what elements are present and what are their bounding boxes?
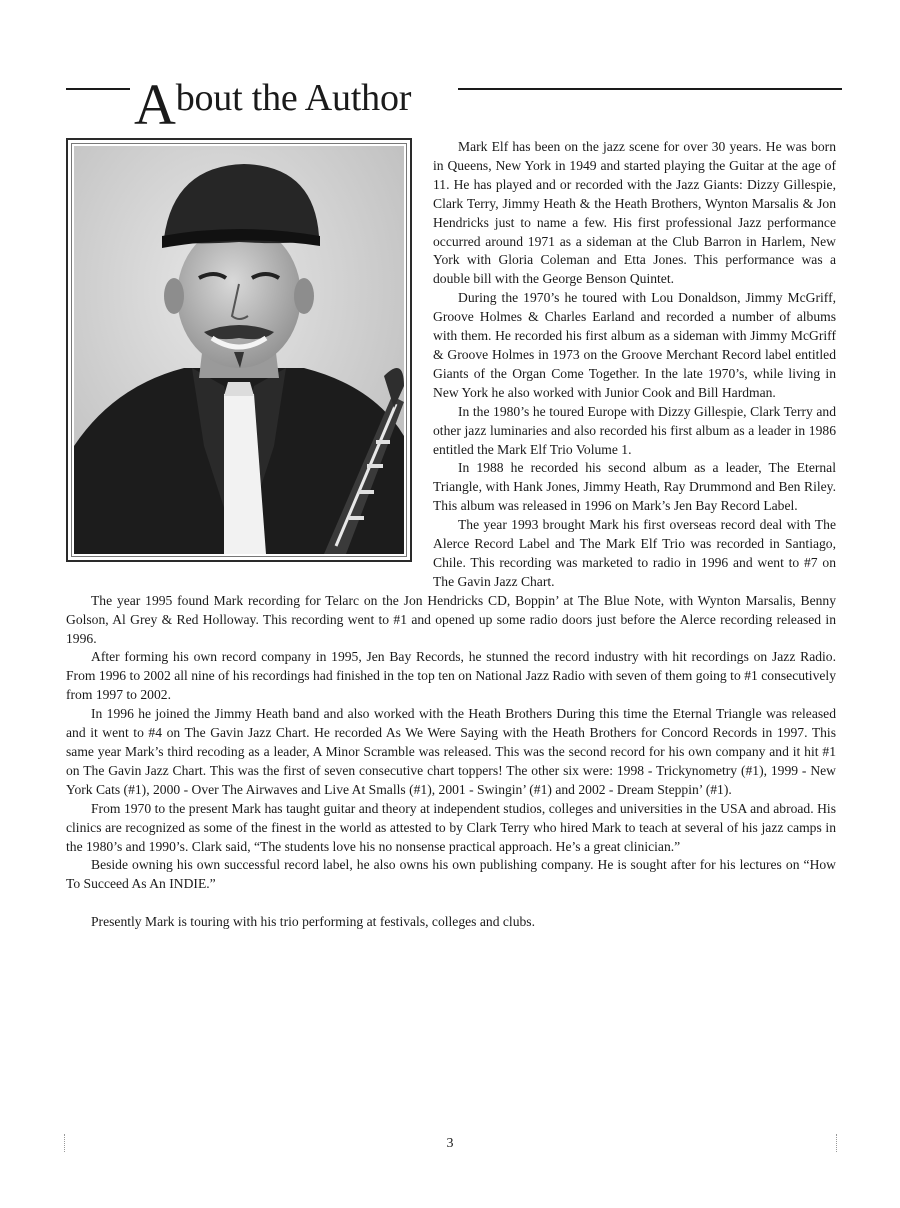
biography-text xyxy=(66,138,836,932)
paragraph-11: Presently Mark is touring with his trio performing at festivals, colleges and clubs. xyxy=(91,914,535,930)
paragraph-3: In the 1980’s he toured Europe with Dizzy Gillespie, Clark Terry and other jazz luminaries and also recorded his first album as a leader in 1986 entitled the Mark Elf Trio Volume 1. xyxy=(433,403,836,457)
heading-rule-left xyxy=(66,88,130,90)
paragraph-8: In 1996 he joined the Jimmy Heath band and also worked with the Heath Brothers During this time the Eternal Triangle was released and it went to #4 on The Gavin Jazz Chart. He recorded As We Were Saying with the Heath Brothers for Concord Records in 1997. This same year Mark’s third recoding as a leader, A Minor Scramble was released. This was the second record for his own company and it hit #1 on The Gavin Jazz Chart. This was the first of seven consecutive chart toppers! The other six were: 1998 - Trickynometry (#1), 1999 - New York Cats (#1), 2000 - Over The Airwaves and Live At Smalls (#1), 2001 - Swingin’ (#1) and 2002 - Dream Steppin’ (#1). xyxy=(66,706,836,797)
title-rest: bout the Author xyxy=(175,77,412,119)
paragraph-5: The year 1993 brought Mark his first overseas record deal with The Alerce Record Label and The Mark Elf Trio was recorded in Santiago, Chile. This recording was marketed to radio in 1996 and went to #7 on The Gavin Jazz Chart. xyxy=(433,517,836,589)
page-number: 3 xyxy=(446,1136,454,1151)
paragraph-6: The year 1995 found Mark recording for Telarc on the Jon Hendricks CD, Boppin’ at The Blue Note, with Wynton Marsalis, Benny Golson, Al Grey & Red Holloway. This recording went to #1 and opened up some radio doors just before the Alerce recording released in 1996. xyxy=(66,592,836,646)
paragraph-1: Mark Elf has been on the jazz scene for over 30 years. He was born in Queens, New York in 1949 and started playing the Guitar at the age of 11. He has played and or recorded with the Jazz Giants: Dizzy Gillespie, Clark Terry, Jimmy Heath & the Heath Brothers, Wynton Marsalis & Jon Hendricks just to name a few. His first professional Jazz performance occurred around 1971 as a sideman at the Club Barron in Harlem, New York with Gloria Coleman and Etta Jones. This performance was a double bill with the George Benson Quintet. xyxy=(433,139,836,287)
paragraph-9: From 1970 to the present Mark has taught guitar and theory at independent studios, colleges and universities in the USA and abroad. His clinics are recognized as some of the finest in the world as attested to by Clark Terry who hired Mark to teach at several of his jazz camps in the 1980’s and 1990’s. Clark said, “The students love his no nonsense practical approach. He’s a great clinician.” xyxy=(66,800,836,854)
paragraph-4: In 1988 he recorded his second album as a leader, The Eternal Triangle, with Hank Jones, Jimmy Heath, Ray Drummond and Ben Riley. This album was released in 1996 on Mark’s Jen Bay Record Label. xyxy=(433,460,836,514)
paragraph-7: After forming his own record company in 1995, Jen Bay Records, he stunned the record industry with hit recordings on Jazz Radio. From 1996 to 2002 all nine of his recordings had finished in the top ten on National Jazz Radio with seven of them going to #1 consecutively from 1997 to 2002. xyxy=(66,649,836,703)
page-heading xyxy=(66,62,842,137)
heading-rule-right xyxy=(458,88,842,90)
title-initial: A xyxy=(134,72,176,137)
paragraph-10: Beside owning his own successful record label, he also owns his own publishing company. He is sought after for his lectures on “How To Succeed As An INDIE.” xyxy=(66,857,836,892)
paragraph-2: During the 1970’s he toured with Lou Donaldson, Jimmy McGriff, Groove Holmes & Charles Earland and recorded a number of albums with them. He recorded his first album as a sideman with Jimmy McGriff & Groove Holmes in 1973 on the Groove Merchant Record label entitled Giants of the Organ Come Together. In the late 1970’s, while living in New York he also worked with Junior Cook and Bill Hardman. xyxy=(433,290,836,400)
photo-wrap-spacer xyxy=(66,138,416,584)
page-title xyxy=(134,62,412,137)
